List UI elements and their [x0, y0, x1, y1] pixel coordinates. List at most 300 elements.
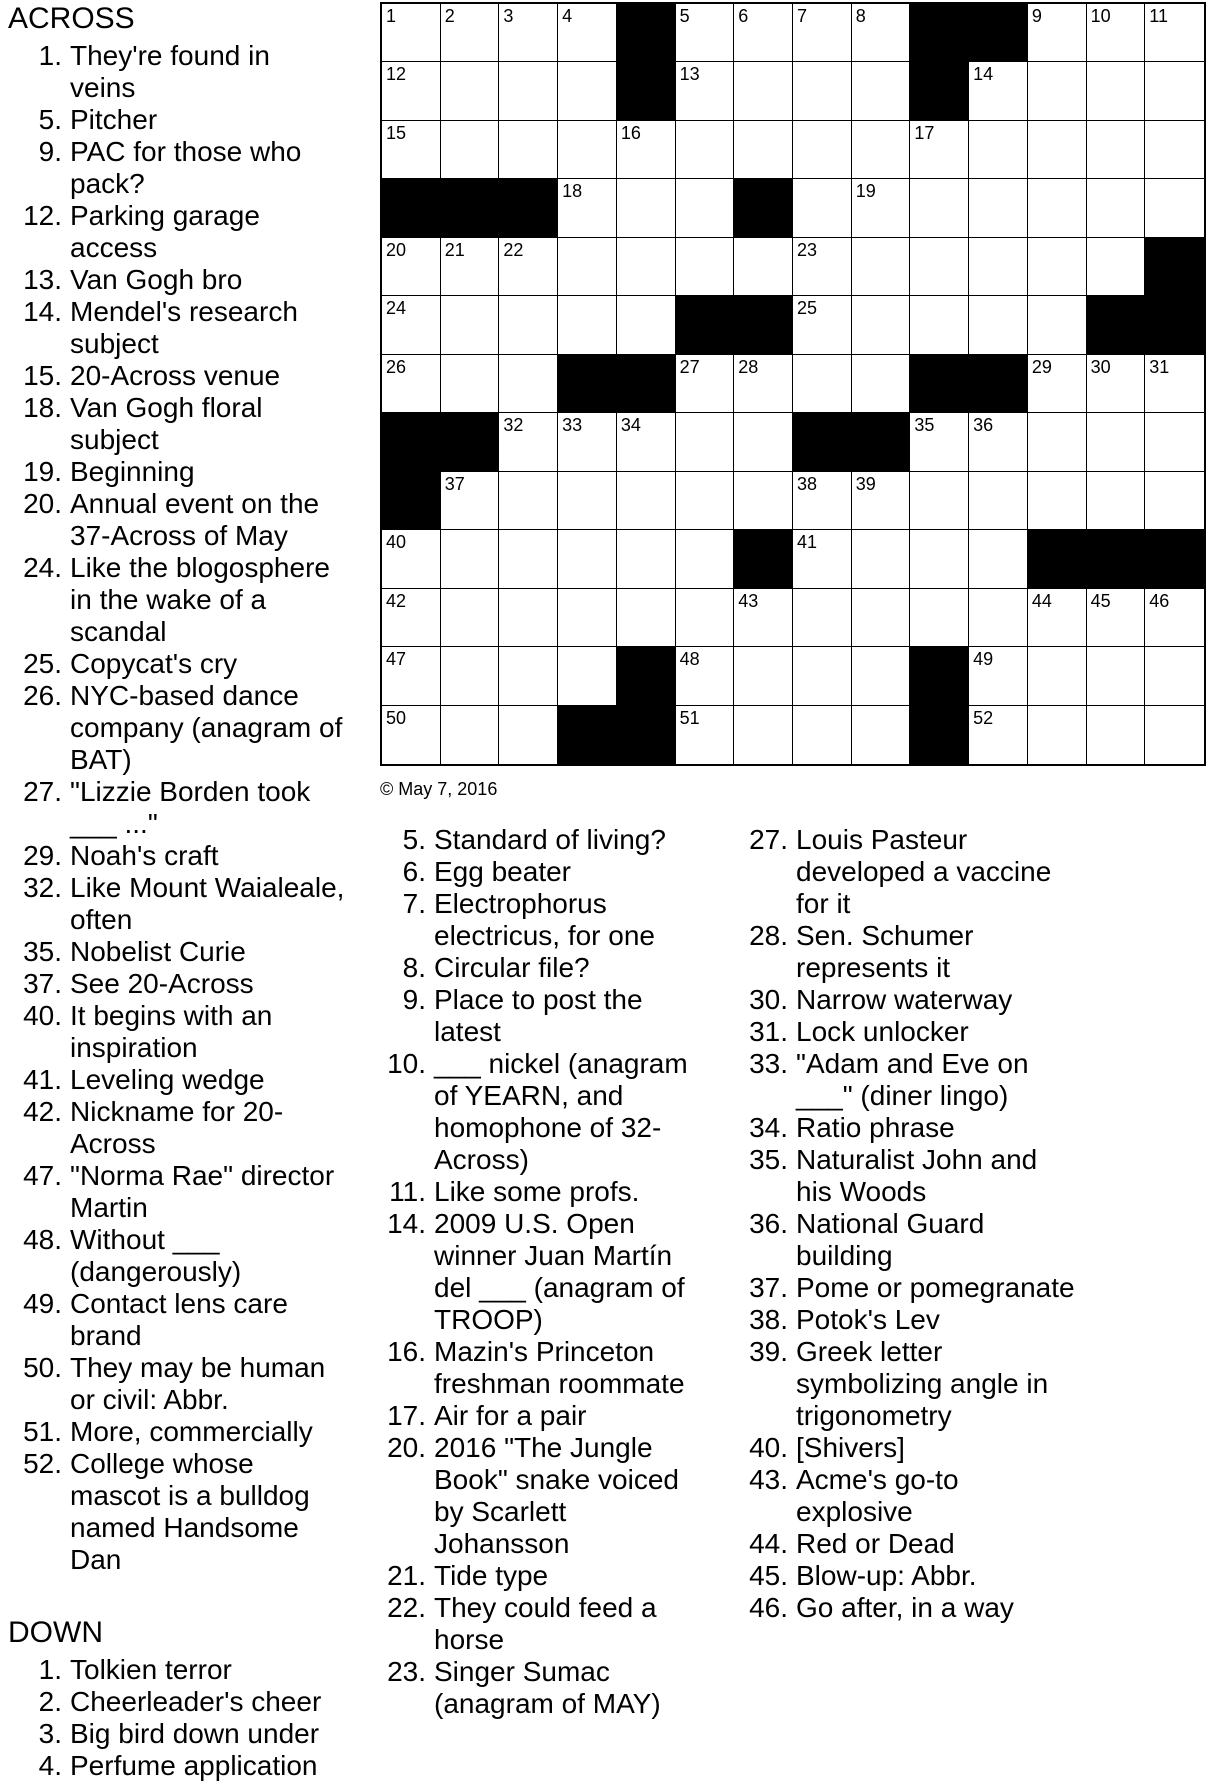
clue-item — [382, 952, 728, 984]
clue-number: 35. — [23, 936, 62, 967]
grid-cell[interactable] — [382, 355, 441, 413]
clue-line: Pitcher — [70, 104, 158, 135]
clue-number: 45. — [749, 1560, 788, 1591]
grid-cell[interactable] — [1028, 62, 1087, 120]
clue-item — [14, 136, 374, 200]
grid-cell[interactable] — [676, 355, 735, 413]
clue-line: explosive — [796, 1496, 913, 1527]
clue-line: pack? — [70, 168, 145, 199]
grid-cell[interactable] — [558, 530, 617, 588]
grid-cell[interactable] — [1087, 589, 1146, 647]
clue-item — [382, 1432, 728, 1560]
clue-text — [796, 1048, 1104, 1112]
clue-text — [434, 1176, 728, 1208]
clue-text — [70, 1654, 374, 1686]
grid-cell[interactable] — [441, 706, 500, 764]
grid-cell[interactable] — [441, 4, 500, 62]
grid-cell[interactable] — [617, 472, 676, 530]
grid-cell[interactable] — [617, 589, 676, 647]
grid-cell[interactable] — [441, 121, 500, 179]
clue-text — [70, 264, 374, 296]
cell-number: 52 — [973, 707, 994, 728]
clue-text — [434, 1560, 728, 1592]
grid-cell[interactable] — [676, 62, 735, 120]
grid-cell[interactable] — [969, 296, 1028, 354]
grid-cell[interactable] — [499, 121, 558, 179]
grid-cell[interactable] — [558, 647, 617, 705]
grid-cell[interactable] — [734, 589, 793, 647]
grid-cell[interactable] — [441, 355, 500, 413]
grid-cell[interactable] — [1087, 355, 1146, 413]
clue-line: latest — [434, 1016, 501, 1047]
clue-text — [796, 920, 1104, 984]
grid-cell[interactable] — [852, 589, 911, 647]
grid-cell[interactable] — [1028, 121, 1087, 179]
grid-cell[interactable] — [910, 121, 969, 179]
grid-cell[interactable] — [499, 355, 558, 413]
grid-cell[interactable] — [734, 706, 793, 764]
clue-line: National Guard — [796, 1208, 985, 1239]
clue-line: of YEARN, and — [434, 1080, 624, 1111]
cell-number: 41 — [797, 532, 818, 553]
clue-text — [70, 936, 374, 968]
clue-number: 27. — [23, 776, 62, 807]
clue-text — [434, 952, 728, 984]
grid-cell[interactable] — [1028, 589, 1087, 647]
grid-cell[interactable] — [910, 296, 969, 354]
cell-number: 46 — [1149, 590, 1170, 611]
grid-cell[interactable] — [382, 647, 441, 705]
grid-cell[interactable] — [499, 706, 558, 764]
clue-line: They could feed a — [434, 1592, 657, 1623]
grid-cell[interactable] — [793, 589, 852, 647]
grid-cell[interactable] — [734, 647, 793, 705]
clue-line: ___" (diner lingo) — [796, 1080, 1009, 1111]
clue-text — [70, 1096, 374, 1160]
grid-cell[interactable] — [793, 530, 852, 588]
clue-line: often — [70, 904, 133, 935]
grid-cell[interactable] — [969, 413, 1028, 471]
grid-cell[interactable] — [910, 472, 969, 530]
grid-cell[interactable] — [734, 121, 793, 179]
cell-number: 29 — [1031, 356, 1052, 377]
cell-number: 20 — [386, 239, 407, 260]
grid-cell[interactable] — [734, 472, 793, 530]
clue-text — [796, 1464, 1104, 1528]
down-clue-list-2 — [382, 824, 728, 1720]
clue-line: Across — [70, 1128, 156, 1159]
grid-cell[interactable] — [499, 4, 558, 62]
clue-line: Dan — [70, 1544, 122, 1575]
grid-cell[interactable] — [676, 647, 735, 705]
grid-block — [910, 706, 969, 764]
cell-number: 40 — [386, 532, 407, 553]
clue-number: 26. — [23, 680, 62, 711]
clue-text — [434, 888, 728, 952]
clue-number: 40. — [749, 1432, 788, 1463]
clue-line: BAT) — [70, 744, 132, 775]
grid-block — [558, 706, 617, 764]
clue-item — [14, 648, 374, 680]
clue-item — [382, 984, 728, 1048]
cell-number: 45 — [1090, 590, 1111, 611]
grid-cell[interactable] — [1087, 706, 1146, 764]
cell-number: 21 — [444, 239, 465, 260]
clue-text — [70, 1000, 374, 1064]
grid-cell[interactable] — [1145, 706, 1204, 764]
grid-cell[interactable] — [793, 4, 852, 62]
clue-item — [382, 1336, 728, 1400]
grid-cell[interactable] — [382, 121, 441, 179]
grid-cell[interactable] — [499, 647, 558, 705]
grid-block — [382, 413, 441, 471]
grid-cell[interactable] — [676, 589, 735, 647]
grid-cell[interactable] — [382, 706, 441, 764]
grid-cell[interactable] — [910, 413, 969, 471]
clue-text — [70, 1750, 374, 1782]
grid-cell[interactable] — [793, 647, 852, 705]
clue-line: brand — [70, 1320, 142, 1351]
cell-number: 36 — [973, 415, 994, 436]
grid-cell[interactable] — [382, 530, 441, 588]
cell-number: 11 — [1149, 6, 1168, 26]
grid-cell[interactable] — [852, 62, 911, 120]
grid-cell[interactable] — [441, 589, 500, 647]
grid-cell[interactable] — [734, 355, 793, 413]
grid-cell[interactable] — [441, 472, 500, 530]
grid-cell[interactable] — [1028, 4, 1087, 62]
grid-cell[interactable] — [1145, 413, 1204, 471]
grid-cell[interactable] — [1028, 472, 1087, 530]
cell-number: 2 — [444, 6, 455, 26]
grid-block — [734, 296, 793, 354]
grid-cell[interactable] — [382, 589, 441, 647]
grid-cell[interactable] — [441, 647, 500, 705]
grid-cell[interactable] — [676, 4, 735, 62]
grid-cell[interactable] — [558, 62, 617, 120]
clue-item — [14, 872, 374, 936]
grid-block — [676, 296, 735, 354]
clue-line: "Lizzie Borden took — [70, 776, 311, 807]
grid-cell[interactable] — [793, 179, 852, 237]
grid-cell[interactable] — [1087, 62, 1146, 120]
grid-block — [1028, 530, 1087, 588]
grid-cell[interactable] — [793, 62, 852, 120]
grid-cell[interactable] — [617, 238, 676, 296]
clue-number: 1. — [38, 40, 62, 71]
clue-number: 41. — [23, 1064, 62, 1095]
grid-cell[interactable] — [910, 530, 969, 588]
grid-cell[interactable] — [969, 472, 1028, 530]
grid-cell[interactable] — [734, 4, 793, 62]
grid-cell[interactable] — [969, 179, 1028, 237]
cell-number: 50 — [386, 707, 407, 728]
grid-cell[interactable] — [558, 296, 617, 354]
grid-cell[interactable] — [852, 647, 911, 705]
clue-number: 39. — [749, 1336, 788, 1367]
grid-cell[interactable] — [558, 238, 617, 296]
clue-text — [796, 1432, 1104, 1464]
grid-cell[interactable] — [499, 62, 558, 120]
clue-line: Blow-up: Abbr. — [796, 1560, 977, 1591]
grid-cell[interactable] — [852, 238, 911, 296]
clue-line: Singer Sumac — [434, 1656, 610, 1687]
grid-cell[interactable] — [441, 530, 500, 588]
grid-cell[interactable] — [910, 238, 969, 296]
grid-cell[interactable] — [1145, 355, 1204, 413]
clue-text — [796, 1112, 1104, 1144]
grid-block — [734, 530, 793, 588]
grid-cell[interactable] — [617, 530, 676, 588]
grid-cell[interactable] — [1145, 647, 1204, 705]
cell-number: 22 — [503, 239, 524, 260]
clue-line: Electrophorus — [434, 888, 607, 919]
grid-cell[interactable] — [969, 530, 1028, 588]
grid-cell[interactable] — [617, 121, 676, 179]
clue-item — [744, 1144, 1104, 1208]
grid-cell[interactable] — [793, 121, 852, 179]
clue-number: 52. — [23, 1448, 62, 1479]
cell-number: 44 — [1031, 590, 1052, 611]
clue-text — [70, 1448, 374, 1576]
grid-cell[interactable] — [1087, 472, 1146, 530]
cell-number: 6 — [738, 6, 749, 26]
clue-text — [796, 1208, 1104, 1272]
clue-line: Tide type — [434, 1560, 549, 1591]
clue-number: 9. — [402, 984, 426, 1015]
grid-cell[interactable] — [1145, 589, 1204, 647]
grid-cell[interactable] — [852, 706, 911, 764]
clue-item — [14, 360, 374, 392]
grid-cell[interactable] — [558, 472, 617, 530]
clue-line: Contact lens care — [70, 1288, 288, 1319]
clue-number: 15. — [23, 360, 62, 391]
grid-block — [617, 355, 676, 413]
clue-line: Like Mount Waialeale, — [70, 872, 345, 903]
clue-text — [434, 1400, 728, 1432]
grid-cell[interactable] — [1028, 413, 1087, 471]
grid-cell[interactable] — [441, 296, 500, 354]
grid-cell[interactable] — [1028, 238, 1087, 296]
clue-item — [14, 968, 374, 1000]
clue-item — [14, 1750, 374, 1782]
grid-cell[interactable] — [1028, 179, 1087, 237]
grid-cell[interactable] — [969, 238, 1028, 296]
grid-block — [910, 62, 969, 120]
grid-cell[interactable] — [617, 413, 676, 471]
clue-line: Book" snake voiced — [434, 1464, 679, 1495]
grid-cell[interactable] — [1087, 179, 1146, 237]
clue-number: 38. — [749, 1304, 788, 1335]
grid-cell[interactable] — [1028, 647, 1087, 705]
grid-cell[interactable] — [558, 413, 617, 471]
grid-cell[interactable] — [382, 296, 441, 354]
grid-cell[interactable] — [676, 121, 735, 179]
clue-line: Big bird down under — [70, 1718, 320, 1749]
grid-cell[interactable] — [852, 530, 911, 588]
grid-block — [382, 179, 441, 237]
clue-line: Beginning — [70, 456, 195, 487]
cell-number: 3 — [503, 6, 514, 26]
clue-number: 48. — [23, 1224, 62, 1255]
clue-number: 7. — [402, 888, 426, 919]
grid-cell[interactable] — [617, 296, 676, 354]
grid-cell[interactable] — [1028, 706, 1087, 764]
clue-line: TROOP) — [434, 1304, 543, 1335]
clue-text — [70, 840, 374, 872]
clue-line: Nickname for 20- — [70, 1096, 284, 1127]
clue-item — [14, 1096, 374, 1160]
grid-block — [793, 413, 852, 471]
grid-cell[interactable] — [1087, 121, 1146, 179]
clue-item — [14, 1352, 374, 1416]
grid-cell[interactable] — [499, 530, 558, 588]
clue-text — [434, 1432, 728, 1560]
grid-cell[interactable] — [793, 296, 852, 354]
clue-item — [14, 296, 374, 360]
grid-cell[interactable] — [676, 179, 735, 237]
grid-cell[interactable] — [1028, 296, 1087, 354]
grid-block — [1087, 296, 1146, 354]
grid-cell[interactable] — [852, 4, 911, 62]
clue-number: 34. — [749, 1112, 788, 1143]
grid-cell[interactable] — [1087, 413, 1146, 471]
grid-cell[interactable] — [1087, 647, 1146, 705]
grid-cell[interactable] — [499, 238, 558, 296]
clue-line: in the wake of a — [70, 584, 267, 615]
cell-number: 15 — [386, 122, 407, 143]
grid-cell[interactable] — [676, 530, 735, 588]
grid-cell[interactable] — [1145, 62, 1204, 120]
cell-number: 30 — [1090, 356, 1111, 377]
grid-cell[interactable] — [852, 179, 911, 237]
clue-item — [14, 936, 374, 968]
clue-number: 27. — [749, 824, 788, 855]
clue-line: symbolizing angle in — [796, 1368, 1049, 1399]
grid-cell[interactable] — [793, 706, 852, 764]
clue-line: (dangerously) — [70, 1256, 242, 1287]
grid-cell[interactable] — [793, 355, 852, 413]
grid-cell[interactable] — [969, 121, 1028, 179]
grid-cell[interactable] — [793, 238, 852, 296]
grid-cell[interactable] — [617, 179, 676, 237]
clue-item — [14, 456, 374, 488]
clue-number: 12. — [23, 200, 62, 231]
clue-line: by Scarlett — [434, 1496, 567, 1527]
clue-number: 37. — [749, 1272, 788, 1303]
clue-line: winner Juan Martín — [434, 1240, 673, 1271]
grid-cell[interactable] — [558, 121, 617, 179]
clue-number: 40. — [23, 1000, 62, 1031]
cell-number: 14 — [973, 64, 994, 85]
grid-cell[interactable] — [441, 238, 500, 296]
clue-text — [70, 1160, 374, 1224]
clue-line: Cheerleader's cheer — [70, 1686, 322, 1717]
grid-cell[interactable] — [382, 238, 441, 296]
grid-cell[interactable] — [499, 589, 558, 647]
grid-cell[interactable] — [499, 413, 558, 471]
grid-block — [617, 647, 676, 705]
clue-line: Sen. Schumer — [796, 920, 974, 951]
clue-item — [744, 1560, 1104, 1592]
grid-cell[interactable] — [441, 62, 500, 120]
cell-number: 10 — [1090, 6, 1111, 26]
clue-line: Louis Pasteur — [796, 824, 968, 855]
clue-item — [14, 680, 374, 776]
grid-cell[interactable] — [1145, 179, 1204, 237]
grid-cell[interactable] — [676, 238, 735, 296]
grid-cell[interactable] — [499, 472, 558, 530]
cell-number: 1 — [386, 6, 397, 26]
grid-cell[interactable] — [734, 238, 793, 296]
grid-cell[interactable] — [910, 179, 969, 237]
clue-item — [382, 1400, 728, 1432]
grid-cell[interactable] — [734, 62, 793, 120]
clue-number: 14. — [23, 296, 62, 327]
across-heading: ACROSS — [8, 2, 135, 35]
grid-cell[interactable] — [382, 4, 441, 62]
cell-number: 7 — [797, 6, 808, 26]
clue-number: 49. — [23, 1288, 62, 1319]
clue-number: 50. — [23, 1352, 62, 1383]
clue-line: Acme's go-to — [796, 1464, 959, 1495]
grid-cell[interactable] — [676, 413, 735, 471]
clue-line: Mendel's research — [70, 296, 298, 327]
grid-cell[interactable] — [969, 706, 1028, 764]
clue-text — [70, 200, 374, 264]
grid-cell[interactable] — [969, 589, 1028, 647]
grid-cell[interactable] — [910, 589, 969, 647]
grid-cell[interactable] — [676, 472, 735, 530]
grid-cell[interactable] — [558, 589, 617, 647]
clue-item — [382, 1560, 728, 1592]
grid-cell[interactable] — [852, 355, 911, 413]
grid-cell[interactable] — [1028, 355, 1087, 413]
grid-cell[interactable] — [852, 296, 911, 354]
cell-number: 31 — [1149, 356, 1170, 377]
grid-cell[interactable] — [1145, 4, 1204, 62]
grid-cell[interactable] — [734, 413, 793, 471]
grid-block — [499, 179, 558, 237]
grid-cell[interactable] — [1087, 238, 1146, 296]
grid-cell[interactable] — [558, 4, 617, 62]
grid-cell[interactable] — [852, 121, 911, 179]
grid-cell[interactable] — [793, 472, 852, 530]
grid-cell[interactable] — [1087, 4, 1146, 62]
clue-line: subject — [70, 424, 159, 455]
clue-number: 16. — [387, 1336, 426, 1367]
clue-text — [70, 1288, 374, 1352]
grid-cell[interactable] — [1145, 472, 1204, 530]
clue-line: or civil: Abbr. — [70, 1384, 229, 1415]
grid-cell[interactable] — [969, 647, 1028, 705]
clue-number: 36. — [749, 1208, 788, 1239]
grid-cell[interactable] — [676, 706, 735, 764]
grid-cell[interactable] — [382, 62, 441, 120]
clue-item — [744, 1432, 1104, 1464]
grid-cell[interactable] — [852, 472, 911, 530]
grid-cell[interactable] — [558, 179, 617, 237]
grid-cell[interactable] — [499, 296, 558, 354]
clue-line: horse — [434, 1624, 505, 1655]
cell-number: 18 — [562, 181, 583, 202]
grid-cell[interactable] — [1145, 121, 1204, 179]
clue-line: Annual event on the — [70, 488, 320, 519]
cell-number: 26 — [386, 356, 407, 377]
clue-item — [382, 1176, 728, 1208]
clue-number: 11. — [389, 1176, 426, 1207]
grid-cell[interactable] — [969, 62, 1028, 120]
